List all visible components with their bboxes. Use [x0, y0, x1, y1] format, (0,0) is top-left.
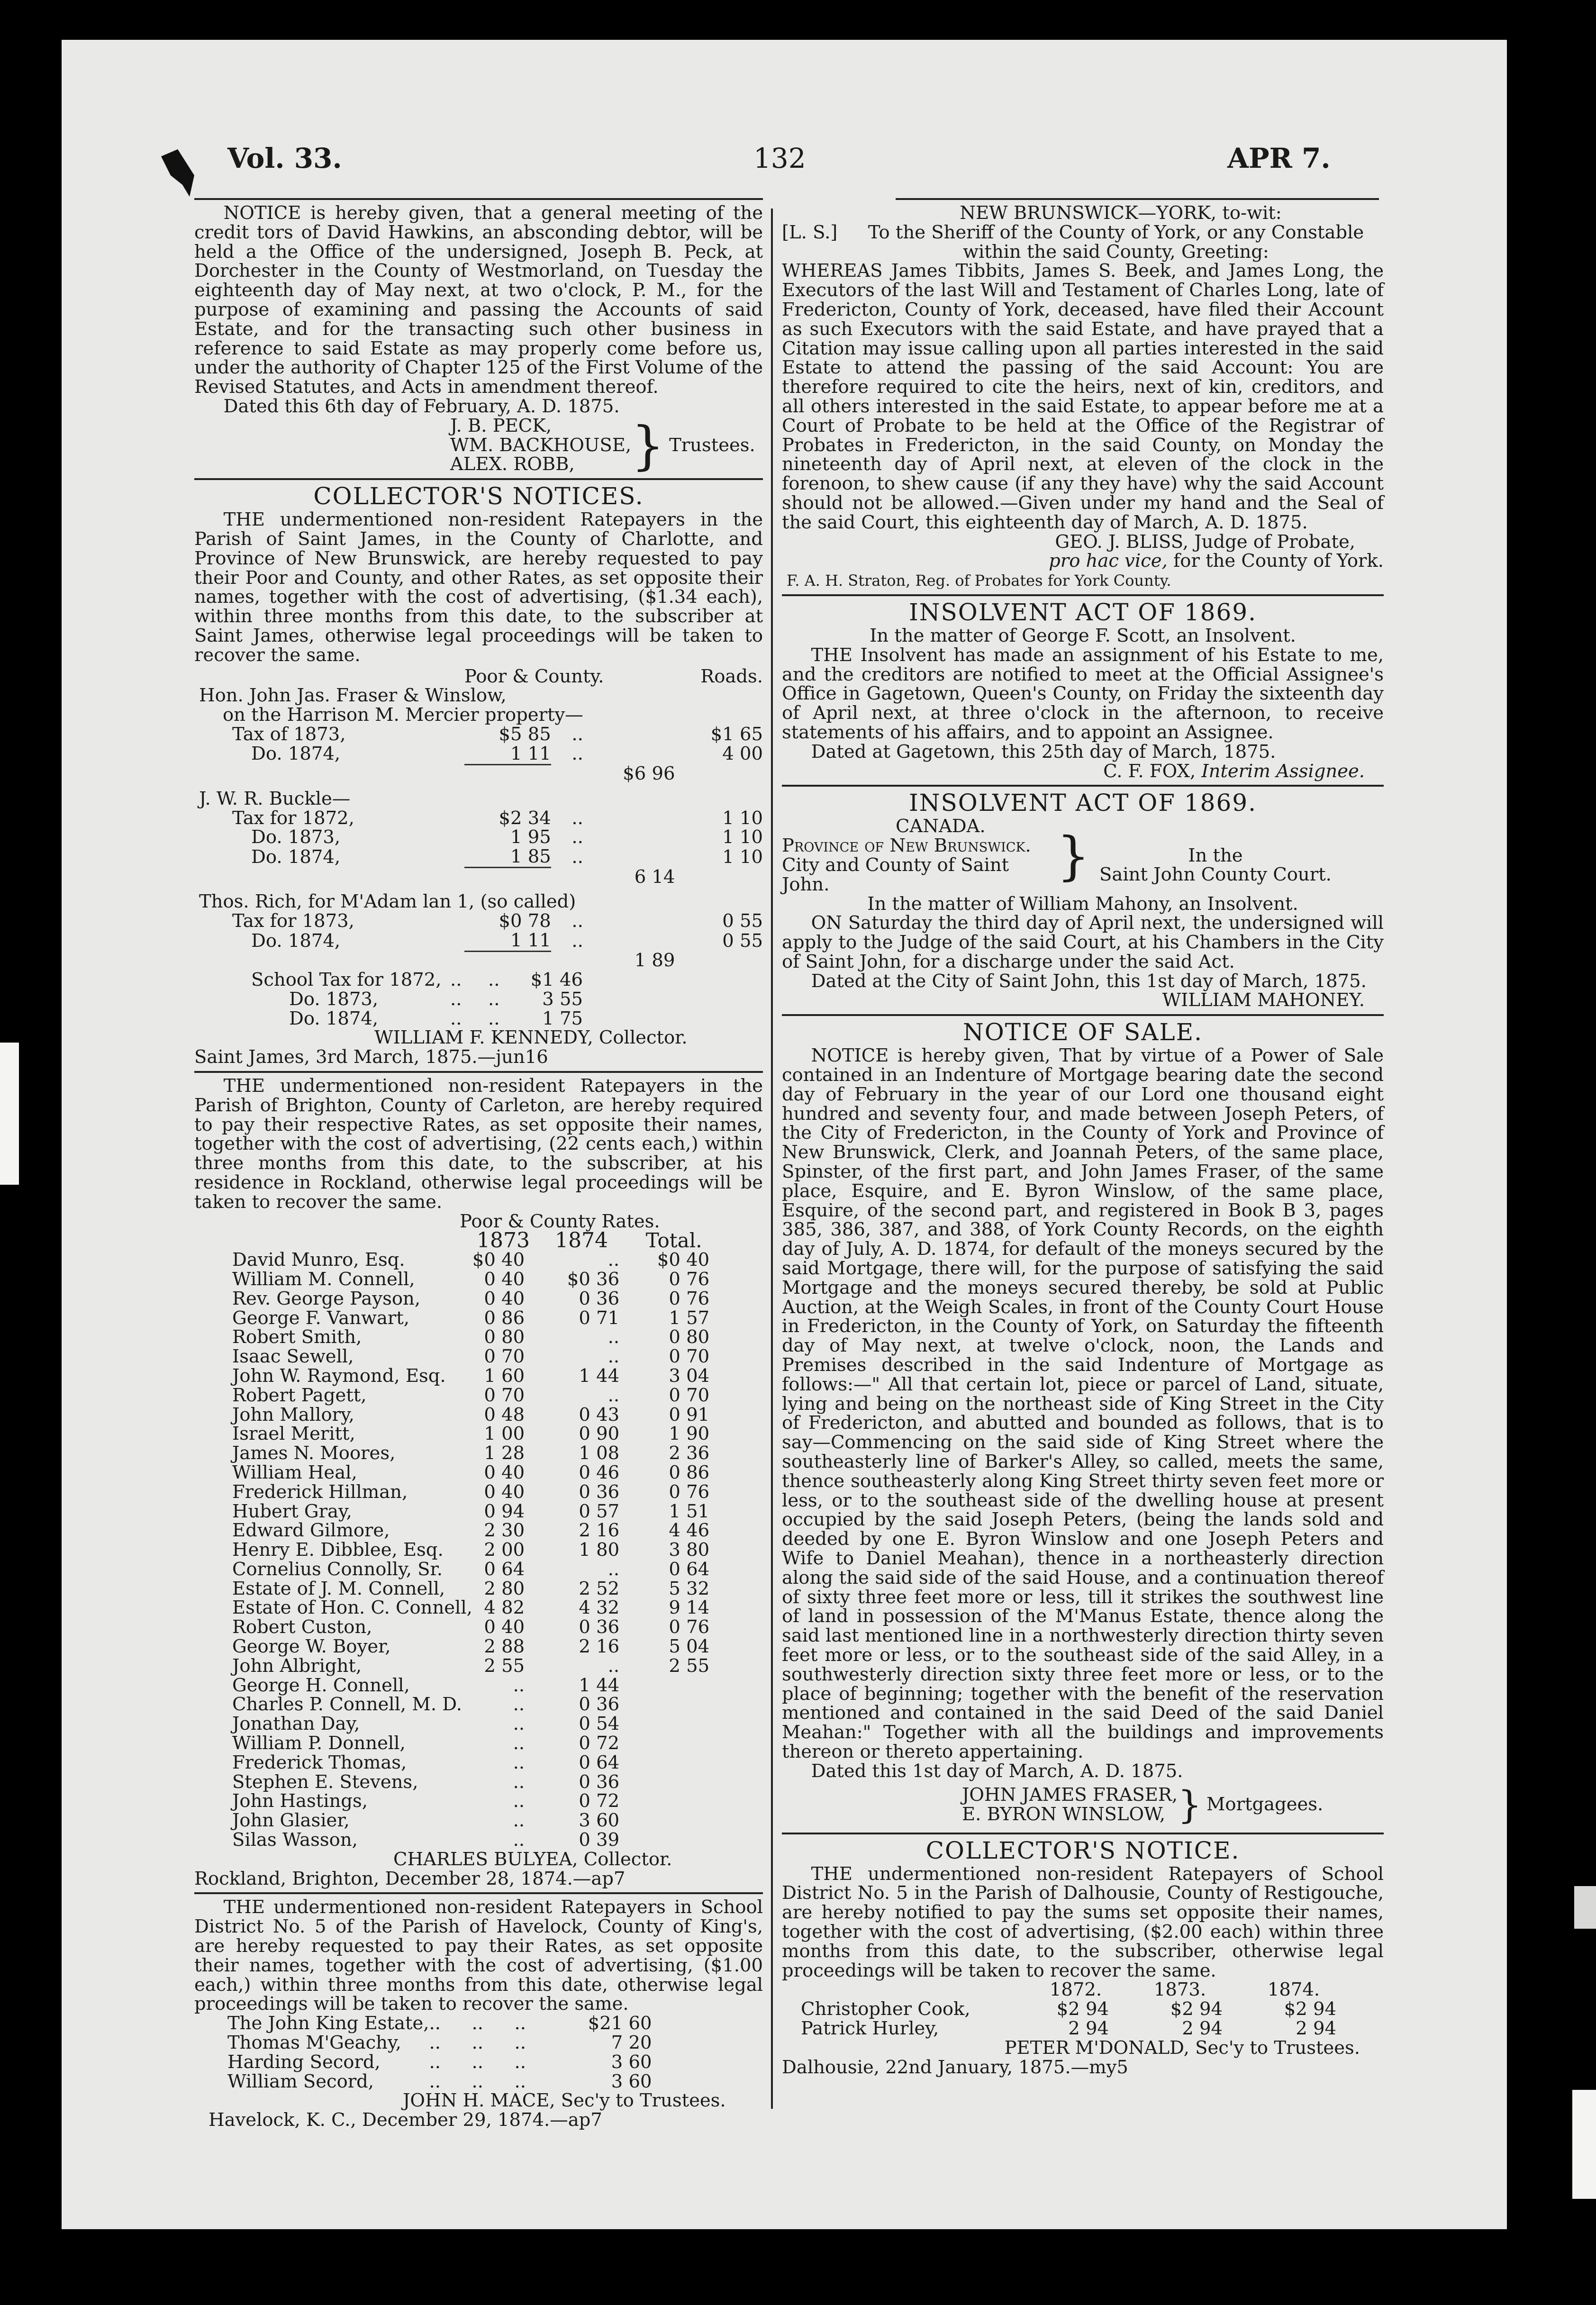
table-row: Tax of 1873, $5 85 .. $1 65	[232, 723, 763, 745]
row-value: 2 88	[484, 1636, 525, 1658]
row-value: 0 76	[669, 1268, 710, 1290]
leader-dots: ..	[472, 2013, 483, 2034]
row-name: Hubert Gray,	[232, 1500, 352, 1522]
saint-james-signer: WILLIAM F. KENNEDY, Collector.	[374, 1027, 688, 1049]
mahony-canada: CANADA.	[896, 816, 986, 837]
owner-total: 1 89	[634, 950, 675, 971]
row-name: Charles P. Connell, M. D.	[232, 1694, 462, 1715]
row-value: 0 70	[669, 1384, 710, 1406]
table-row	[232, 1502, 719, 1522]
table-row	[232, 1251, 719, 1270]
row-value: 0 91	[669, 1404, 710, 1425]
table-row: Do. 1873, 1 95 .. 1 10	[251, 826, 763, 848]
row-value: 1 51	[669, 1500, 710, 1522]
row-name: Jonathan Day,	[232, 1713, 360, 1735]
row-value: 0 40	[484, 1616, 525, 1638]
right-column	[782, 204, 1384, 2077]
row-value: 5 04	[669, 1636, 710, 1658]
row-value: 3 60	[611, 2070, 652, 2092]
leader-dots: ..	[514, 2013, 526, 2034]
row-name: The John King Estate,	[227, 2013, 429, 2034]
row-value: 2 80	[484, 1578, 525, 1599]
table-row	[232, 1715, 719, 1734]
row-value: 2 30	[484, 1520, 525, 1542]
row-value: 0 90	[579, 1423, 620, 1445]
brace: }	[1178, 1782, 1202, 1827]
row-name: Edward Gilmore,	[232, 1520, 390, 1542]
row-value: ..	[513, 1771, 525, 1793]
column-header: 1874	[555, 1228, 608, 1253]
probate-judge: GEO. J. BLISS, Judge of Probate,	[1055, 531, 1355, 553]
signer: E. BYRON WINSLOW,	[962, 1803, 1166, 1825]
signer-role: Trustees.	[669, 434, 755, 456]
table-row	[232, 1406, 719, 1425]
table-row	[232, 1637, 719, 1657]
row-name: James N. Moores,	[232, 1443, 396, 1464]
owner-total: 6 14	[634, 866, 675, 888]
row-value: 3 80	[669, 1539, 710, 1561]
row-name: George F. Vanwart,	[232, 1307, 410, 1329]
row-value: 1 80	[579, 1539, 620, 1561]
row-value: ..	[608, 1326, 620, 1348]
table-row	[232, 1734, 719, 1753]
column-header: 1873	[477, 1228, 530, 1253]
row-value: $0 40	[657, 1249, 710, 1271]
row-value: 0 57	[579, 1500, 620, 1522]
row-value: ..	[513, 1733, 525, 1754]
column-header: Total.	[645, 1229, 702, 1252]
row-value: $2 94	[1056, 1998, 1109, 2020]
scott-dated: Dated at Gagetown, this 25th day of March, 1875.	[811, 741, 1276, 762]
row-value: $2 94	[1284, 1998, 1336, 2020]
row-value: 2 55	[484, 1655, 525, 1677]
row-value: 0 76	[669, 1616, 710, 1638]
row-value: 0 54	[579, 1713, 620, 1735]
table-row	[232, 1386, 719, 1406]
tape-strip	[1572, 2090, 1596, 2199]
row-value: 2 52	[579, 1578, 620, 1599]
section-title: COLLECTOR'S NOTICE.	[925, 1836, 1240, 1864]
table-row: Do. 1873, .. .. 3 55	[289, 988, 583, 1010]
table-row	[232, 1541, 719, 1560]
table-row	[232, 1579, 719, 1599]
row-name: John Mallory,	[232, 1404, 354, 1425]
table-row	[232, 1309, 719, 1328]
row-name: John W. Raymond, Esq.	[232, 1365, 446, 1387]
row-name: Robert Smith,	[232, 1326, 362, 1348]
row-value: ..	[513, 1694, 525, 1715]
table-row	[232, 1521, 719, 1541]
table-row	[227, 2014, 652, 2033]
row-name: Thomas M'Geachy,	[227, 2032, 401, 2054]
row-value: 1 28	[484, 1443, 525, 1464]
table-row	[232, 1347, 719, 1367]
row-name: William Secord,	[227, 2070, 374, 2092]
row-name: Robert Pagett,	[232, 1384, 367, 1406]
havelock-body: THE undermentioned non-resident Ratepayers in School District No. 5 of the Parish of Havelock, County of King's, are hereby requested to pay their Rates, as set opposite their names, together with the cost of advertising, ($1.00 each,) within three months from this date, otherwise legal proceedings will be taken to recover the same.	[194, 1897, 763, 2015]
scott-matter: In the matter of George F. Scott, an Insolvent.	[870, 625, 1296, 646]
havelock-table	[227, 2014, 652, 2091]
row-value	[629, 1792, 719, 1811]
table-row	[232, 1811, 719, 1831]
row-name: Christopher Cook,	[801, 1998, 970, 2020]
brighton-table	[232, 1228, 719, 1851]
volume-label: Vol. 33.	[227, 142, 342, 174]
sale-body: NOTICE is hereby given, That by virtue of a Power of Sale contained in an Indenture of Mortgage bearing date the second day of February in the year of our Lord one thousand eight hundred and seventy four, and made between Joseph Peters, of the City of Fredericton, in the County of York and Province of New Brunswick, Clerk, and Joannah Peters, of the same place, Spinster, of the first part, and John James Fraser, of the same place, Esquire, and E. Byron Winslow, of the same place, Esquire, of the second part, and registered in Book B 3, pages 385, 386, 387, and 388, of York County Records, on the eighth day of July, A. D. 1874, for default of the moneys secured by the said Mortgage, there will, for the purpose of satisfying the said Mortgage and the moneys secured thereby, be sold at Public Auction, at the Weigh Scales, in front of the County Court House in Fredericton, in the County of York, on Saturday the fifteenth day of May next, at twelve o'clock, noon, the Lands and Premises described in the said Indenture of Mortgage as follows:—" All that certain lot, piece or parcel of Land, situate, lying and being on the northeast side of King Street in the City of Fredericton, and abutted and bounded as follows, that is to say—Commencing on the said side of King Street where the southeasterly line of Barker's Alley, so called, meets the same, thence southeasterly along King Street thirty seven feet more or less, or to the southeast side of the dwelling house at present occupied by the said Joseph Peters, (being the lands sold and deeded by one E. Byron Winslow and one Joseph Peters and Wife to Daniel Meahan), thence in a northeasterly direction along the said side of the said House, and a continuation thereof of sixty three feet more or less, till it strikes the southwest line of land in possession of the M'Manus Estate, thence along the said last mentioned line in a northwesterly direction thirty seven feet more or less, or to the southeast side of the said Alley, in a southwesterly direction sixty three feet more or less, or to the place of beginning; together with the benefit of the reservation mentioned and contained in the said Deed of the said Daniel Meahan:" Together with all the buildings and improvements thereon or thereto appertaining.	[782, 1045, 1384, 1762]
row-value: 0 71	[579, 1307, 620, 1329]
section-title: INSOLVENT ACT OF 1869.	[909, 598, 1257, 626]
row-name: David Munro, Esq.	[232, 1249, 405, 1271]
row-value: ..	[608, 1346, 620, 1368]
sale-dated: Dated this 1st day of March, A. D. 1875.	[811, 1760, 1183, 1782]
row-value: 2 94	[1182, 2017, 1223, 2039]
row-value	[629, 1695, 719, 1715]
brighton-rates-header: Poor & County Rates.	[460, 1210, 660, 1232]
row-value	[629, 1773, 719, 1792]
issue-date: APR 7.	[1227, 142, 1331, 174]
saint-james-dated: Saint James, 3rd March, 1875.—jun16	[194, 1046, 548, 1068]
row-value: ..	[513, 1790, 525, 1812]
brace: }	[1057, 826, 1090, 887]
tape-strip	[0, 1043, 19, 1185]
section-title: INSOLVENT ACT OF 1869.	[909, 789, 1257, 817]
left-column	[194, 204, 763, 2130]
table-row	[194, 868, 763, 887]
row-value: 3 60	[611, 2051, 652, 2073]
column-header: 1872.	[1049, 1979, 1102, 2001]
owner-name: J. W. R. Buckle—	[199, 788, 351, 809]
table-row: School Tax for 1872, .. .. $1 46	[251, 969, 583, 990]
quill-icon	[156, 147, 199, 199]
row-value	[629, 1734, 719, 1753]
row-value: 1 00	[484, 1423, 525, 1445]
row-value: ..	[608, 1249, 620, 1271]
section-rule	[782, 1014, 1384, 1016]
row-name: Rev. George Payson,	[232, 1288, 421, 1309]
leader-dots: ..	[514, 2070, 526, 2092]
row-value: 4 32	[579, 1597, 620, 1619]
column-header: 1874.	[1267, 1979, 1320, 2001]
row-value: 1 90	[669, 1423, 710, 1445]
row-value: 0 40	[484, 1461, 525, 1483]
leader-dots: ..	[429, 2051, 441, 2073]
row-value: 2 94	[1296, 2017, 1336, 2039]
row-value: ..	[608, 1655, 620, 1677]
row-value: 0 70	[669, 1346, 710, 1368]
table-row: Do. 1874, .. .. 1 75	[289, 1007, 583, 1029]
table-row: Do. 1874, 1 11 .. 4 00	[251, 743, 763, 765]
row-name: George W. Boyer,	[232, 1636, 391, 1658]
row-name: John Hastings,	[232, 1790, 368, 1812]
signer: JOHN JAMES FRASER,	[962, 1784, 1178, 1806]
leader-dots: ..	[472, 2032, 483, 2054]
table-row	[232, 1657, 719, 1676]
havelock-signer: JOHN H. MACE, Sec'y to Trustees.	[403, 2090, 726, 2112]
table-row	[232, 1367, 719, 1386]
row-value: 0 36	[579, 1694, 620, 1715]
row-value: 7 20	[611, 2032, 652, 2054]
row-value: 0 36	[579, 1288, 620, 1309]
signer: ALEX. ROBB,	[450, 454, 575, 475]
table-row	[232, 1560, 719, 1579]
row-value	[629, 1753, 719, 1773]
row-value: 2 16	[579, 1520, 620, 1542]
row-value: ..	[513, 1674, 525, 1696]
owner-name: Hon. John Jas. Fraser & Winslow,	[199, 685, 507, 707]
table-row: Tax for 1872, $2 34 .. 1 10	[232, 807, 763, 829]
row-value: 0 94	[484, 1500, 525, 1522]
row-value: 0 64	[484, 1558, 525, 1580]
row-value: ..	[513, 1810, 525, 1832]
table-row	[227, 2053, 652, 2072]
column-header: Poor & County.	[464, 665, 604, 687]
row-value: 0 76	[669, 1481, 710, 1503]
table-row	[227, 2033, 652, 2053]
brighton-dated: Rockland, Brighton, December 28, 1874.—ap7	[194, 1868, 626, 1889]
row-value: 0 72	[579, 1733, 620, 1754]
owner-name: Thos. Rich, for M'Adam lan 1, (so called)	[199, 891, 576, 913]
table-row	[232, 1831, 719, 1850]
row-value: 0 40	[484, 1268, 525, 1290]
row-value: 0 43	[579, 1404, 620, 1425]
table-row	[194, 764, 763, 784]
row-value: 2 16	[579, 1636, 620, 1658]
column-header: Roads.	[700, 665, 763, 687]
havelock-dated: Havelock, K. C., December 29, 1874.—ap7	[209, 2109, 602, 2131]
table-row	[232, 1792, 719, 1811]
row-value: 0 39	[579, 1829, 620, 1851]
saint-james-table	[194, 667, 763, 971]
row-value: 5 32	[669, 1578, 710, 1599]
scott-body: THE Insolvent has made an assignment of his Estate to me, and the creditors are notified to meet at the Official Assignee's Office in Gagetown, Queen's County, on Friday the sixteenth day of April next, at three o'clock in the afternoon, to receive statements of his affairs, and to appoint an Assignee.	[782, 644, 1384, 743]
row-value: 1 44	[579, 1674, 620, 1696]
row-name: Frederick Thomas,	[232, 1751, 407, 1773]
mahony-signer: WILLIAM MAHONEY.	[1162, 989, 1365, 1011]
row-value: ..	[608, 1384, 620, 1406]
table-row	[232, 1753, 719, 1773]
dalhousie-signer: PETER M'DONALD, Sec'y to Trustees.	[1004, 2037, 1360, 2059]
table-row	[232, 1444, 719, 1463]
probate-judge-line2: pro hac vice, for the County of York.	[1049, 550, 1384, 572]
row-value: 0 64	[669, 1558, 710, 1580]
row-value: 0 40	[484, 1288, 525, 1309]
section-rule	[782, 785, 1384, 787]
hawkins-notice-body: NOTICE is hereby given, that a general meeting of the credit tors of David Hawkins, an absconding debtor, will be held a the Office of the undersigned, Joseph B. Peck, at Dorchester in the County of Westmorland, on Tuesday the eighteenth day of May next, at two o'clock, P. M., for the purpose of examining and passing the Accounts of said Estate, and for the transacting such other business in reference to said Estate as may properly come before us, under the authority of Chapter 125 of the First Volume of the Revised Statutes, and Acts in amendment thereof.	[194, 202, 763, 398]
brace: }	[631, 415, 665, 476]
row-name: Estate of Hon. C. Connell,	[232, 1597, 472, 1619]
signer: J. B. PECK,	[450, 415, 552, 436]
row-name: Stephen E. Stevens,	[232, 1771, 418, 1793]
row-name: Harding Secord,	[227, 2051, 381, 2073]
row-value: $21 60	[588, 2013, 652, 2034]
header-rule-left	[194, 198, 763, 200]
table-row	[194, 951, 763, 971]
row-value: 2 94	[1068, 2017, 1109, 2039]
saint-james-body: THE undermentioned non-resident Ratepayers in the Parish of Saint James, in the County of Charlotte, and Province of New Brunswick, are hereby requested to pay their Poor and County, and other Rates, as set opposite their names, together with the cost of advertising, ($1.34 each), within three months from this date, to the subscriber at Saint James, otherwise legal proceedings will be taken to recover the same.	[194, 509, 763, 666]
row-value: 3 04	[669, 1365, 710, 1387]
row-value: 0 46	[579, 1461, 620, 1483]
row-value: 4 82	[484, 1597, 525, 1619]
table-row	[801, 2019, 1351, 2039]
mahony-body: ON Saturday the third day of April next, the undersigned will apply to the Judge of the said Court, at his Chambers in the City of Saint John, for a discharge under the said Act.	[782, 912, 1384, 972]
leader-dots: ..	[429, 2070, 441, 2092]
table-row	[232, 1483, 719, 1502]
table-row	[232, 1598, 719, 1618]
row-value: 3 60	[579, 1810, 620, 1832]
row-name: William Heal,	[232, 1461, 357, 1483]
row-value	[629, 1676, 719, 1696]
row-name: Robert Custon,	[232, 1616, 372, 1638]
table-row	[232, 1463, 719, 1483]
section-title: COLLECTOR'S NOTICES.	[313, 482, 644, 510]
row-name: Silas Wasson,	[232, 1829, 358, 1851]
table-row	[232, 1618, 719, 1637]
row-value: 0 86	[484, 1307, 525, 1329]
row-name: Henry E. Dibblee, Esq.	[232, 1539, 444, 1561]
school-tax-table	[251, 971, 583, 1028]
row-value: 0 80	[484, 1326, 525, 1348]
row-value: 2 55	[669, 1655, 710, 1677]
row-value: 0 70	[484, 1384, 525, 1406]
row-value: 0 76	[669, 1288, 710, 1309]
row-name: Isaac Sewell,	[232, 1346, 354, 1368]
leader-dots: ..	[514, 2032, 526, 2054]
row-value	[629, 1811, 719, 1831]
hawkins-notice-dated: Dated this 6th day of February, A. D. 1875.	[223, 395, 620, 417]
probate-body: WHEREAS James Tibbits, James S. Beek, and James Long, the Executors of the last Will and Testament of Charles Long, late of Fredericton, County of York, deceased, have filed their Account as such Executors with the said Estate, and have prayed that a Citation may issue calling upon all parties interested in the said Estate to attend the passing of the said Account: You are therefore required to cite the heirs, next of kin, creditors, and all others interested in the said Estate, to appear before me at a Court of Probate to be held at the Office of the Registrar of Probates in Fredericton, in the said County, on Monday the nineteenth day of April next, at eleven of the clock in the forenoon, to shew cause (if any they have) why the said Account should not be allowed.—Given under my hand and the Seal of the said Court, this eighteenth day of March, A. D. 1875.	[782, 260, 1384, 533]
leader-dots: ..	[472, 2051, 483, 2073]
row-value: $0 40	[472, 1249, 525, 1271]
row-value: 1 08	[579, 1443, 620, 1464]
row-value: ..	[513, 1713, 525, 1735]
seal-label: [L. S.]	[782, 221, 838, 243]
table-row	[227, 2072, 652, 2092]
row-name: William M. Connell,	[232, 1268, 415, 1290]
section-rule	[782, 594, 1384, 596]
section-rule	[194, 1071, 763, 1073]
section-title: NOTICE OF SALE.	[962, 1018, 1203, 1046]
row-value: 0 36	[579, 1616, 620, 1638]
signer: WM. BACKHOUSE,	[450, 434, 632, 456]
scott-signer: C. F. FOX, Interim Assignee.	[1103, 760, 1365, 782]
leader-dots: ..	[514, 2051, 526, 2073]
row-name: John Albright,	[232, 1655, 362, 1677]
dalhousie-dated: Dalhousie, 22nd January, 1875.—my5	[782, 2056, 1128, 2078]
row-name: Cornelius Connolly, Sr.	[232, 1558, 443, 1580]
row-name: Estate of J. M. Connell,	[232, 1578, 445, 1599]
sale-signers	[782, 1781, 1384, 1829]
column-divider	[771, 209, 773, 2109]
hawkins-signers	[194, 417, 763, 474]
probate-registrar: F. A. H. Straton, Reg. of Probates for York County.	[787, 572, 1171, 590]
row-name: William P. Donnell,	[232, 1733, 406, 1754]
table-row	[232, 1328, 719, 1347]
table-row	[232, 1289, 719, 1309]
row-value: ..	[608, 1558, 620, 1580]
header-rule-right	[896, 198, 1379, 200]
leader-dots: ..	[472, 2070, 483, 2092]
column-header: 1873.	[1153, 1979, 1206, 2001]
row-value	[629, 1715, 719, 1734]
row-name: John Glasier,	[232, 1810, 350, 1832]
row-value: 1 57	[669, 1307, 710, 1329]
leader-dots: ..	[429, 2032, 441, 2054]
row-value: 0 72	[579, 1790, 620, 1812]
row-value: 4 46	[669, 1520, 710, 1542]
page-number: 132	[753, 142, 806, 174]
probate-caption: NEW BRUNSWICK—YORK, to-wit:	[960, 202, 1282, 224]
table-row: Do. 1874, 1 85 .. 1 10	[251, 846, 763, 868]
row-value: 2 00	[484, 1539, 525, 1561]
table-row: Tax for 1873, $0 78 .. 0 55	[232, 910, 763, 932]
row-name: Patrick Hurley,	[801, 2017, 939, 2039]
section-rule	[194, 1892, 763, 1894]
row-value: $2 94	[1170, 1998, 1223, 2020]
table-row	[232, 1676, 719, 1696]
brighton-body: THE undermentioned non-resident Ratepayers in the Parish of Brighton, County of Carleton, are hereby required to pay their respective Rates, as set opposite their names, together with the cost of advertising, (22 cents each,) within three months from this date, to the subscriber, at his residence in Rockland, otherwise legal proceedings will be taken to recover the same.	[194, 1075, 763, 1213]
dalhousie-body: THE undermentioned non-resident Ratepayers of School District No. 5 in the Parish of Dalhousie, County of Restigouche, are hereby notified to pay the sums set opposite their names, together with the cost of advertising, ($2.00 each) within three months from this date, to the subscriber, otherwise legal proceedings will be taken to recover the same.	[782, 1863, 1384, 1981]
table-row	[232, 1773, 719, 1792]
table-row: Do. 1874, 1 11 .. 0 55	[251, 929, 763, 952]
row-value: 0 86	[669, 1461, 710, 1483]
row-value: 1 44	[579, 1365, 620, 1387]
row-value	[629, 1831, 719, 1850]
signer-role: Mortgagees.	[1206, 1794, 1324, 1815]
row-value: ..	[513, 1751, 525, 1773]
row-value: 0 40	[484, 1481, 525, 1503]
brighton-signer: CHARLES BULYEA, Collector.	[393, 1848, 672, 1870]
row-name: George H. Connell,	[232, 1674, 410, 1696]
mahony-dated: Dated at the City of Saint John, this 1st day of March, 1875.	[811, 970, 1367, 992]
mahony-matter: In the matter of William Mahony, an Insolvent.	[867, 893, 1298, 915]
section-rule	[782, 1833, 1384, 1834]
dalhousie-table	[801, 1980, 1351, 2038]
probate-address: [L. S.] To the Sheriff of the County of York, or any Constable within the said County, Greeting:	[782, 221, 1364, 263]
row-value: 0 48	[484, 1404, 525, 1425]
table-row	[232, 1270, 719, 1289]
table-row	[801, 2000, 1351, 2019]
row-value: 2 36	[669, 1443, 710, 1464]
row-value: 9 14	[669, 1597, 710, 1619]
leader-dots: ..	[429, 2013, 441, 2034]
section-rule	[194, 478, 763, 480]
row-value: $0 36	[567, 1268, 620, 1290]
row-value: 0 36	[579, 1771, 620, 1793]
owner-sub: on the Harrison M. Mercier property—	[223, 704, 583, 726]
row-value: 0 64	[579, 1751, 620, 1773]
row-value: 0 70	[484, 1346, 525, 1368]
table-row	[232, 1425, 719, 1444]
owner-total: $6 96	[623, 763, 675, 785]
tape-strip	[1574, 1886, 1596, 1929]
row-name: Frederick Hillman,	[232, 1481, 408, 1503]
row-name: Israel Meritt,	[232, 1423, 355, 1445]
mahony-court: Province of New Brunswick. City and County of Saint John. } In the Saint John County Court.	[782, 826, 1332, 895]
row-value: 1 60	[484, 1365, 525, 1387]
table-row	[232, 1695, 719, 1715]
row-value: 0 36	[579, 1481, 620, 1503]
row-value: ..	[513, 1829, 525, 1851]
row-value: 0 80	[669, 1326, 710, 1348]
